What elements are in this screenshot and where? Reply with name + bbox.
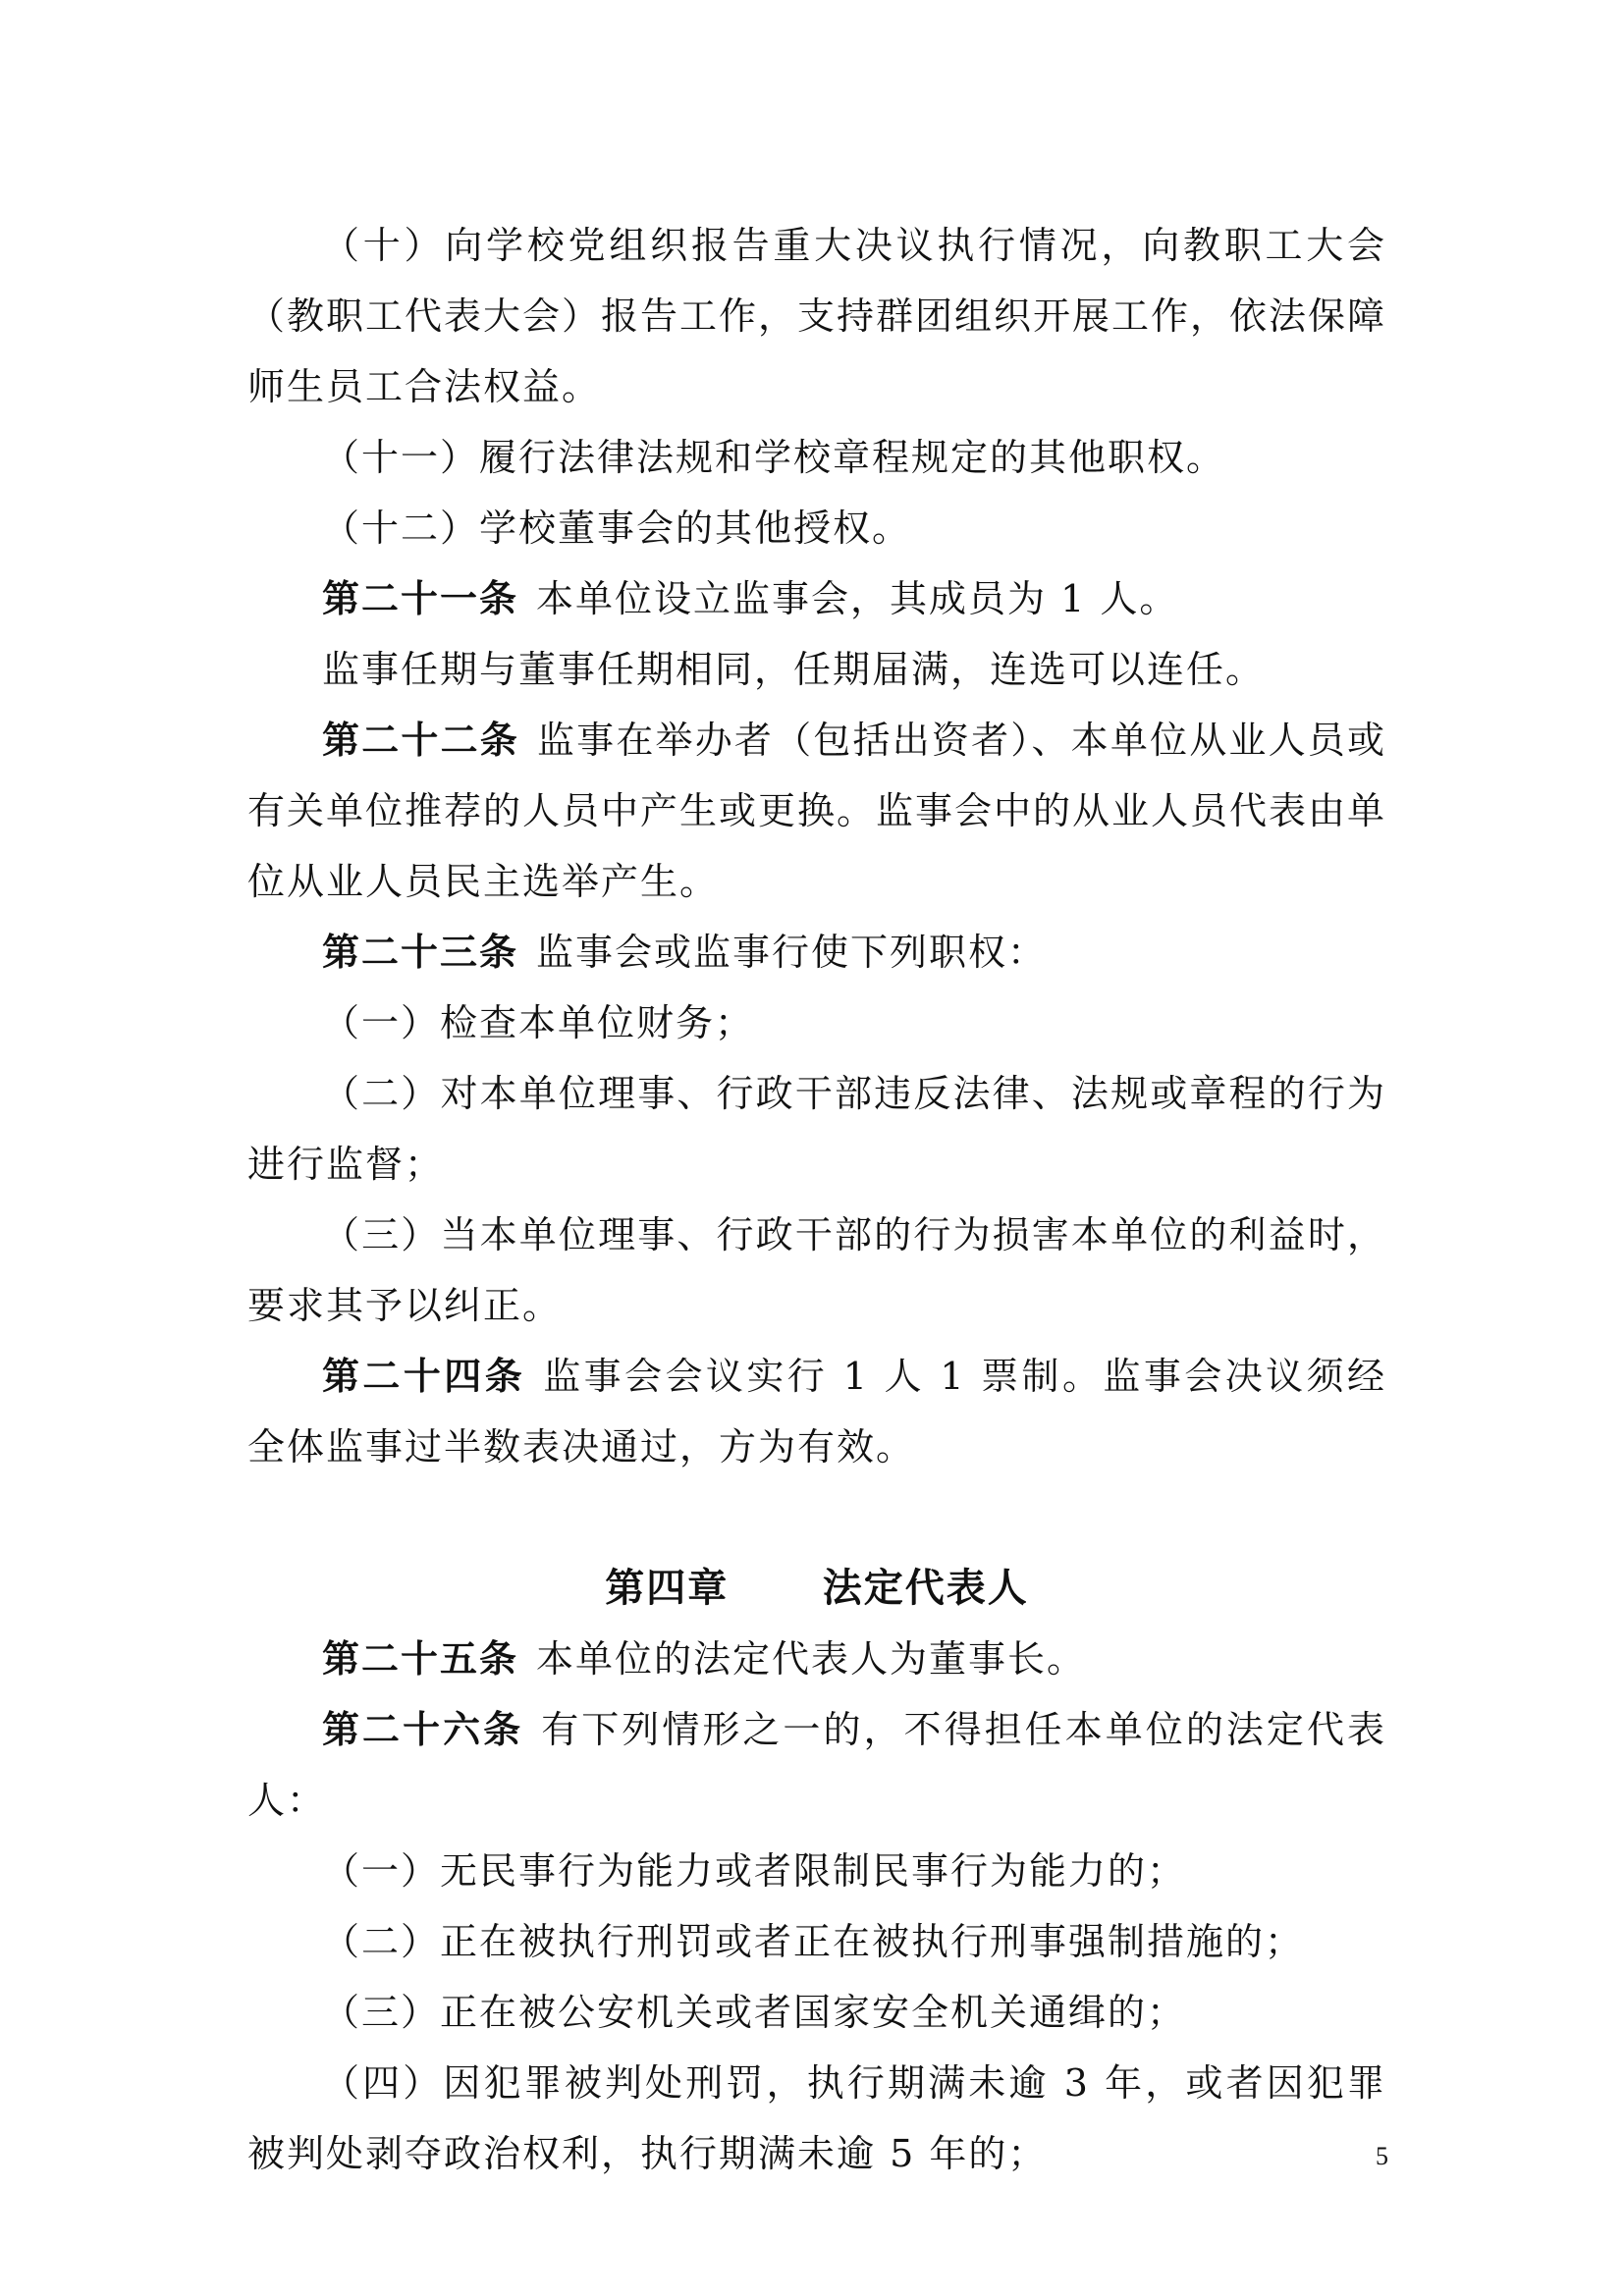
paragraph-text: （十一）履行法律法规和学校章程规定的其他职权。: [322, 436, 1226, 479]
paragraph-group-top: [247, 210, 1386, 1482]
paragraph: [247, 1341, 1386, 1482]
paragraph: [247, 1977, 1386, 2048]
paragraph: [247, 917, 1386, 988]
paragraph-text: 本单位设立监事会，其成员为 1 人。: [536, 577, 1179, 620]
paragraph: [247, 1906, 1386, 1977]
paragraph-text: （四）因犯罪被判处刑罚，执行期满未逾 3 年，或者因犯罪被判处剥夺政治权利，执行期满未逾 5 年的；: [247, 2061, 1386, 2175]
paragraph-text: 有下列情形之一的，不得担任本单位的法定代表人：: [247, 1708, 1386, 1822]
paragraph-text: （二）对本单位理事、行政干部违反法律、法规或章程的行为进行监督；: [247, 1072, 1386, 1186]
paragraph-text: （一）无民事行为能力或者限制民事行为能力的；: [322, 1849, 1187, 1893]
paragraph-text: 监事任期与董事任期相同，任期届满，连选可以连任。: [322, 648, 1266, 691]
page-body: [247, 210, 1386, 2189]
paragraph-text: 监事在举办者（包括出资者）、本单位从业人员或有关单位推荐的人员中产生或更换。监事会中的从业人员代表由单位从业人员民主选举产生。: [247, 719, 1387, 903]
article-number: 第二十六条: [322, 1707, 524, 1751]
paragraph-text: （三）正在被公安机关或者国家安全机关通缉的；: [322, 1991, 1187, 2034]
paragraph-text: （十二）学校董事会的其他授权。: [322, 507, 912, 550]
article-number: 第二十四条: [322, 1354, 526, 1398]
page-number: 5: [1376, 2142, 1388, 2170]
paragraph-text: （三）当本单位理事、行政干部的行为损害本单位的利益时，要求其予以纠正。: [247, 1213, 1386, 1327]
paragraph: [247, 705, 1386, 917]
paragraph: [247, 1624, 1386, 1694]
paragraph-text: （一）检查本单位财务；: [322, 1001, 755, 1044]
paragraph: [247, 634, 1386, 705]
paragraph-group-bottom: [247, 1624, 1386, 2189]
paragraph-text: 监事会或监事行使下列职权：: [536, 931, 1048, 974]
paragraph-text: 本单位的法定代表人为董事长。: [536, 1637, 1087, 1681]
paragraph: [247, 210, 1386, 422]
paragraph: [247, 988, 1386, 1058]
paragraph-text: 监事会会议实行 1 人 1 票制。监事会决议须经全体监事过半数表决通过，方为有效。: [247, 1355, 1386, 1468]
paragraph: [247, 1694, 1386, 1836]
paragraph: [247, 563, 1386, 634]
article-number: 第二十一条: [322, 576, 519, 620]
article-number: 第二十三条: [322, 930, 519, 974]
paragraph: [247, 493, 1386, 563]
article-number: 第二十二条: [322, 718, 519, 762]
paragraph: [247, 1836, 1386, 1906]
paragraph-text: （二）正在被执行刑罚或者正在被执行刑事强制措施的；: [322, 1920, 1305, 1963]
chapter-heading: 第四章 法定代表人: [605, 1565, 1029, 1611]
paragraph-text: （十）向学校党组织报告重大决议执行情况，向教职工大会（教职工代表大会）报告工作，支持群团组织开展工作，依法保障师生员工合法权益。: [247, 224, 1387, 408]
paragraph: [247, 1200, 1386, 1341]
paragraph: [247, 422, 1386, 493]
paragraph: [247, 1058, 1386, 1200]
article-number: 第二十五条: [322, 1636, 519, 1681]
